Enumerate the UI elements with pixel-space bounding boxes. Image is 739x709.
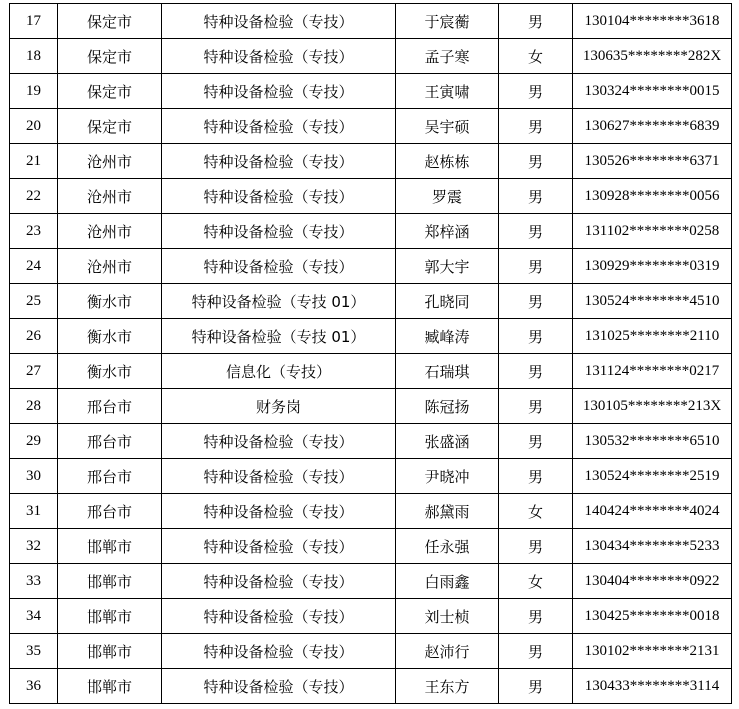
cell-gender: 男 (499, 389, 573, 424)
cell-city: 保定市 (58, 109, 162, 144)
cell-number: 23 (10, 214, 58, 249)
table-row (10, 529, 732, 564)
cell-city: 邢台市 (58, 424, 162, 459)
cell-city: 衡水市 (58, 319, 162, 354)
cell-name: 王东方 (396, 669, 499, 704)
cell-position: 特种设备检验（专技） (162, 39, 396, 74)
cell-gender: 男 (499, 634, 573, 669)
cell-number: 27 (10, 354, 58, 389)
cell-number: 21 (10, 144, 58, 179)
cell-id-number: 130532********6510 (573, 424, 732, 459)
cell-number: 29 (10, 424, 58, 459)
cell-position: 特种设备检验（专技） (162, 669, 396, 704)
cell-number: 19 (10, 74, 58, 109)
cell-name: 郭大宇 (396, 249, 499, 284)
cell-number: 25 (10, 284, 58, 319)
cell-number: 33 (10, 564, 58, 599)
table-row (10, 669, 732, 704)
cell-id-number: 130433********3114 (573, 669, 732, 704)
cell-id-number: 130635********282X (573, 39, 732, 74)
cell-id-number: 130425********0018 (573, 599, 732, 634)
cell-gender: 男 (499, 179, 573, 214)
cell-city: 邯郸市 (58, 599, 162, 634)
cell-name: 陈冠扬 (396, 389, 499, 424)
cell-position: 特种设备检验（专技） (162, 4, 396, 39)
cell-position: 特种设备检验（专技 01） (162, 319, 396, 354)
cell-name: 罗震 (396, 179, 499, 214)
cell-id-number: 130524********2519 (573, 459, 732, 494)
table-row (10, 389, 732, 424)
cell-gender: 男 (499, 284, 573, 319)
cell-gender: 男 (499, 214, 573, 249)
cell-gender: 男 (499, 4, 573, 39)
cell-name: 郝黛雨 (396, 494, 499, 529)
cell-number: 28 (10, 389, 58, 424)
table-row (10, 144, 732, 179)
cell-gender: 男 (499, 669, 573, 704)
cell-name: 赵栋栋 (396, 144, 499, 179)
cell-city: 沧州市 (58, 249, 162, 284)
cell-number: 34 (10, 599, 58, 634)
cell-gender: 男 (499, 319, 573, 354)
cell-id-number: 130524********4510 (573, 284, 732, 319)
cell-id-number: 131025********2110 (573, 319, 732, 354)
cell-city: 衡水市 (58, 284, 162, 319)
cell-position: 特种设备检验（专技） (162, 494, 396, 529)
table-row (10, 564, 732, 599)
table-row (10, 319, 732, 354)
cell-gender: 男 (499, 459, 573, 494)
cell-gender: 男 (499, 354, 573, 389)
cell-id-number: 130526********6371 (573, 144, 732, 179)
cell-city: 沧州市 (58, 214, 162, 249)
cell-gender: 男 (499, 74, 573, 109)
cell-city: 邯郸市 (58, 669, 162, 704)
cell-id-number: 130104********3618 (573, 4, 732, 39)
cell-number: 17 (10, 4, 58, 39)
cell-city: 邯郸市 (58, 564, 162, 599)
table-row (10, 74, 732, 109)
cell-number: 32 (10, 529, 58, 564)
cell-gender: 女 (499, 39, 573, 74)
cell-name: 郑梓涵 (396, 214, 499, 249)
cell-position: 信息化（专技） (162, 354, 396, 389)
cell-id-number: 130929********0319 (573, 249, 732, 284)
cell-position: 特种设备检验（专技 01） (162, 284, 396, 319)
table-body (10, 4, 732, 704)
table-row (10, 39, 732, 74)
cell-id-number: 130627********6839 (573, 109, 732, 144)
cell-number: 35 (10, 634, 58, 669)
cell-city: 邯郸市 (58, 529, 162, 564)
cell-position: 特种设备检验（专技） (162, 144, 396, 179)
cell-name: 刘士桢 (396, 599, 499, 634)
cell-name: 任永强 (396, 529, 499, 564)
cell-position: 特种设备检验（专技） (162, 214, 396, 249)
cell-name: 臧峰涛 (396, 319, 499, 354)
cell-name: 王寅啸 (396, 74, 499, 109)
cell-city: 保定市 (58, 39, 162, 74)
cell-gender: 女 (499, 494, 573, 529)
candidate-table (9, 3, 732, 704)
cell-number: 18 (10, 39, 58, 74)
cell-gender: 男 (499, 529, 573, 564)
cell-name: 于宸蘅 (396, 4, 499, 39)
cell-name: 尹晓冲 (396, 459, 499, 494)
cell-position: 特种设备检验（专技） (162, 564, 396, 599)
cell-id-number: 131124********0217 (573, 354, 732, 389)
cell-position: 特种设备检验（专技） (162, 634, 396, 669)
cell-city: 沧州市 (58, 144, 162, 179)
cell-number: 31 (10, 494, 58, 529)
table-row (10, 634, 732, 669)
table-row (10, 494, 732, 529)
cell-city: 衡水市 (58, 354, 162, 389)
table-row (10, 424, 732, 459)
cell-city: 沧州市 (58, 179, 162, 214)
cell-id-number: 131102********0258 (573, 214, 732, 249)
cell-position: 特种设备检验（专技） (162, 529, 396, 564)
cell-gender: 男 (499, 249, 573, 284)
cell-number: 20 (10, 109, 58, 144)
cell-city: 邢台市 (58, 494, 162, 529)
cell-gender: 男 (499, 424, 573, 459)
cell-number: 30 (10, 459, 58, 494)
cell-number: 22 (10, 179, 58, 214)
cell-number: 36 (10, 669, 58, 704)
table-row (10, 284, 732, 319)
cell-name: 石瑞琪 (396, 354, 499, 389)
cell-position: 特种设备检验（专技） (162, 459, 396, 494)
table-row (10, 214, 732, 249)
cell-city: 邯郸市 (58, 634, 162, 669)
cell-id-number: 130324********0015 (573, 74, 732, 109)
cell-id-number: 130105********213X (573, 389, 732, 424)
cell-gender: 男 (499, 109, 573, 144)
cell-gender: 女 (499, 564, 573, 599)
table-row (10, 109, 732, 144)
cell-position: 特种设备检验（专技） (162, 74, 396, 109)
cell-city: 保定市 (58, 4, 162, 39)
cell-position: 特种设备检验（专技） (162, 179, 396, 214)
table-row (10, 179, 732, 214)
cell-position: 特种设备检验（专技） (162, 599, 396, 634)
cell-position: 特种设备检验（专技） (162, 424, 396, 459)
cell-city: 邢台市 (58, 389, 162, 424)
table-row (10, 599, 732, 634)
cell-gender: 男 (499, 599, 573, 634)
cell-number: 26 (10, 319, 58, 354)
cell-name: 吴宇硕 (396, 109, 499, 144)
cell-position: 特种设备检验（专技） (162, 249, 396, 284)
cell-position: 特种设备检验（专技） (162, 109, 396, 144)
table-row (10, 4, 732, 39)
cell-id-number: 130404********0922 (573, 564, 732, 599)
cell-position: 财务岗 (162, 389, 396, 424)
cell-name: 孔晓同 (396, 284, 499, 319)
cell-name: 赵沛行 (396, 634, 499, 669)
cell-city: 保定市 (58, 74, 162, 109)
cell-id-number: 130102********2131 (573, 634, 732, 669)
cell-name: 孟子寒 (396, 39, 499, 74)
cell-name: 张盛涵 (396, 424, 499, 459)
table-row (10, 354, 732, 389)
cell-gender: 男 (499, 144, 573, 179)
cell-number: 24 (10, 249, 58, 284)
cell-id-number: 140424********4024 (573, 494, 732, 529)
cell-id-number: 130434********5233 (573, 529, 732, 564)
table-row (10, 249, 732, 284)
cell-city: 邢台市 (58, 459, 162, 494)
table-row (10, 459, 732, 494)
cell-name: 白雨鑫 (396, 564, 499, 599)
cell-id-number: 130928********0056 (573, 179, 732, 214)
